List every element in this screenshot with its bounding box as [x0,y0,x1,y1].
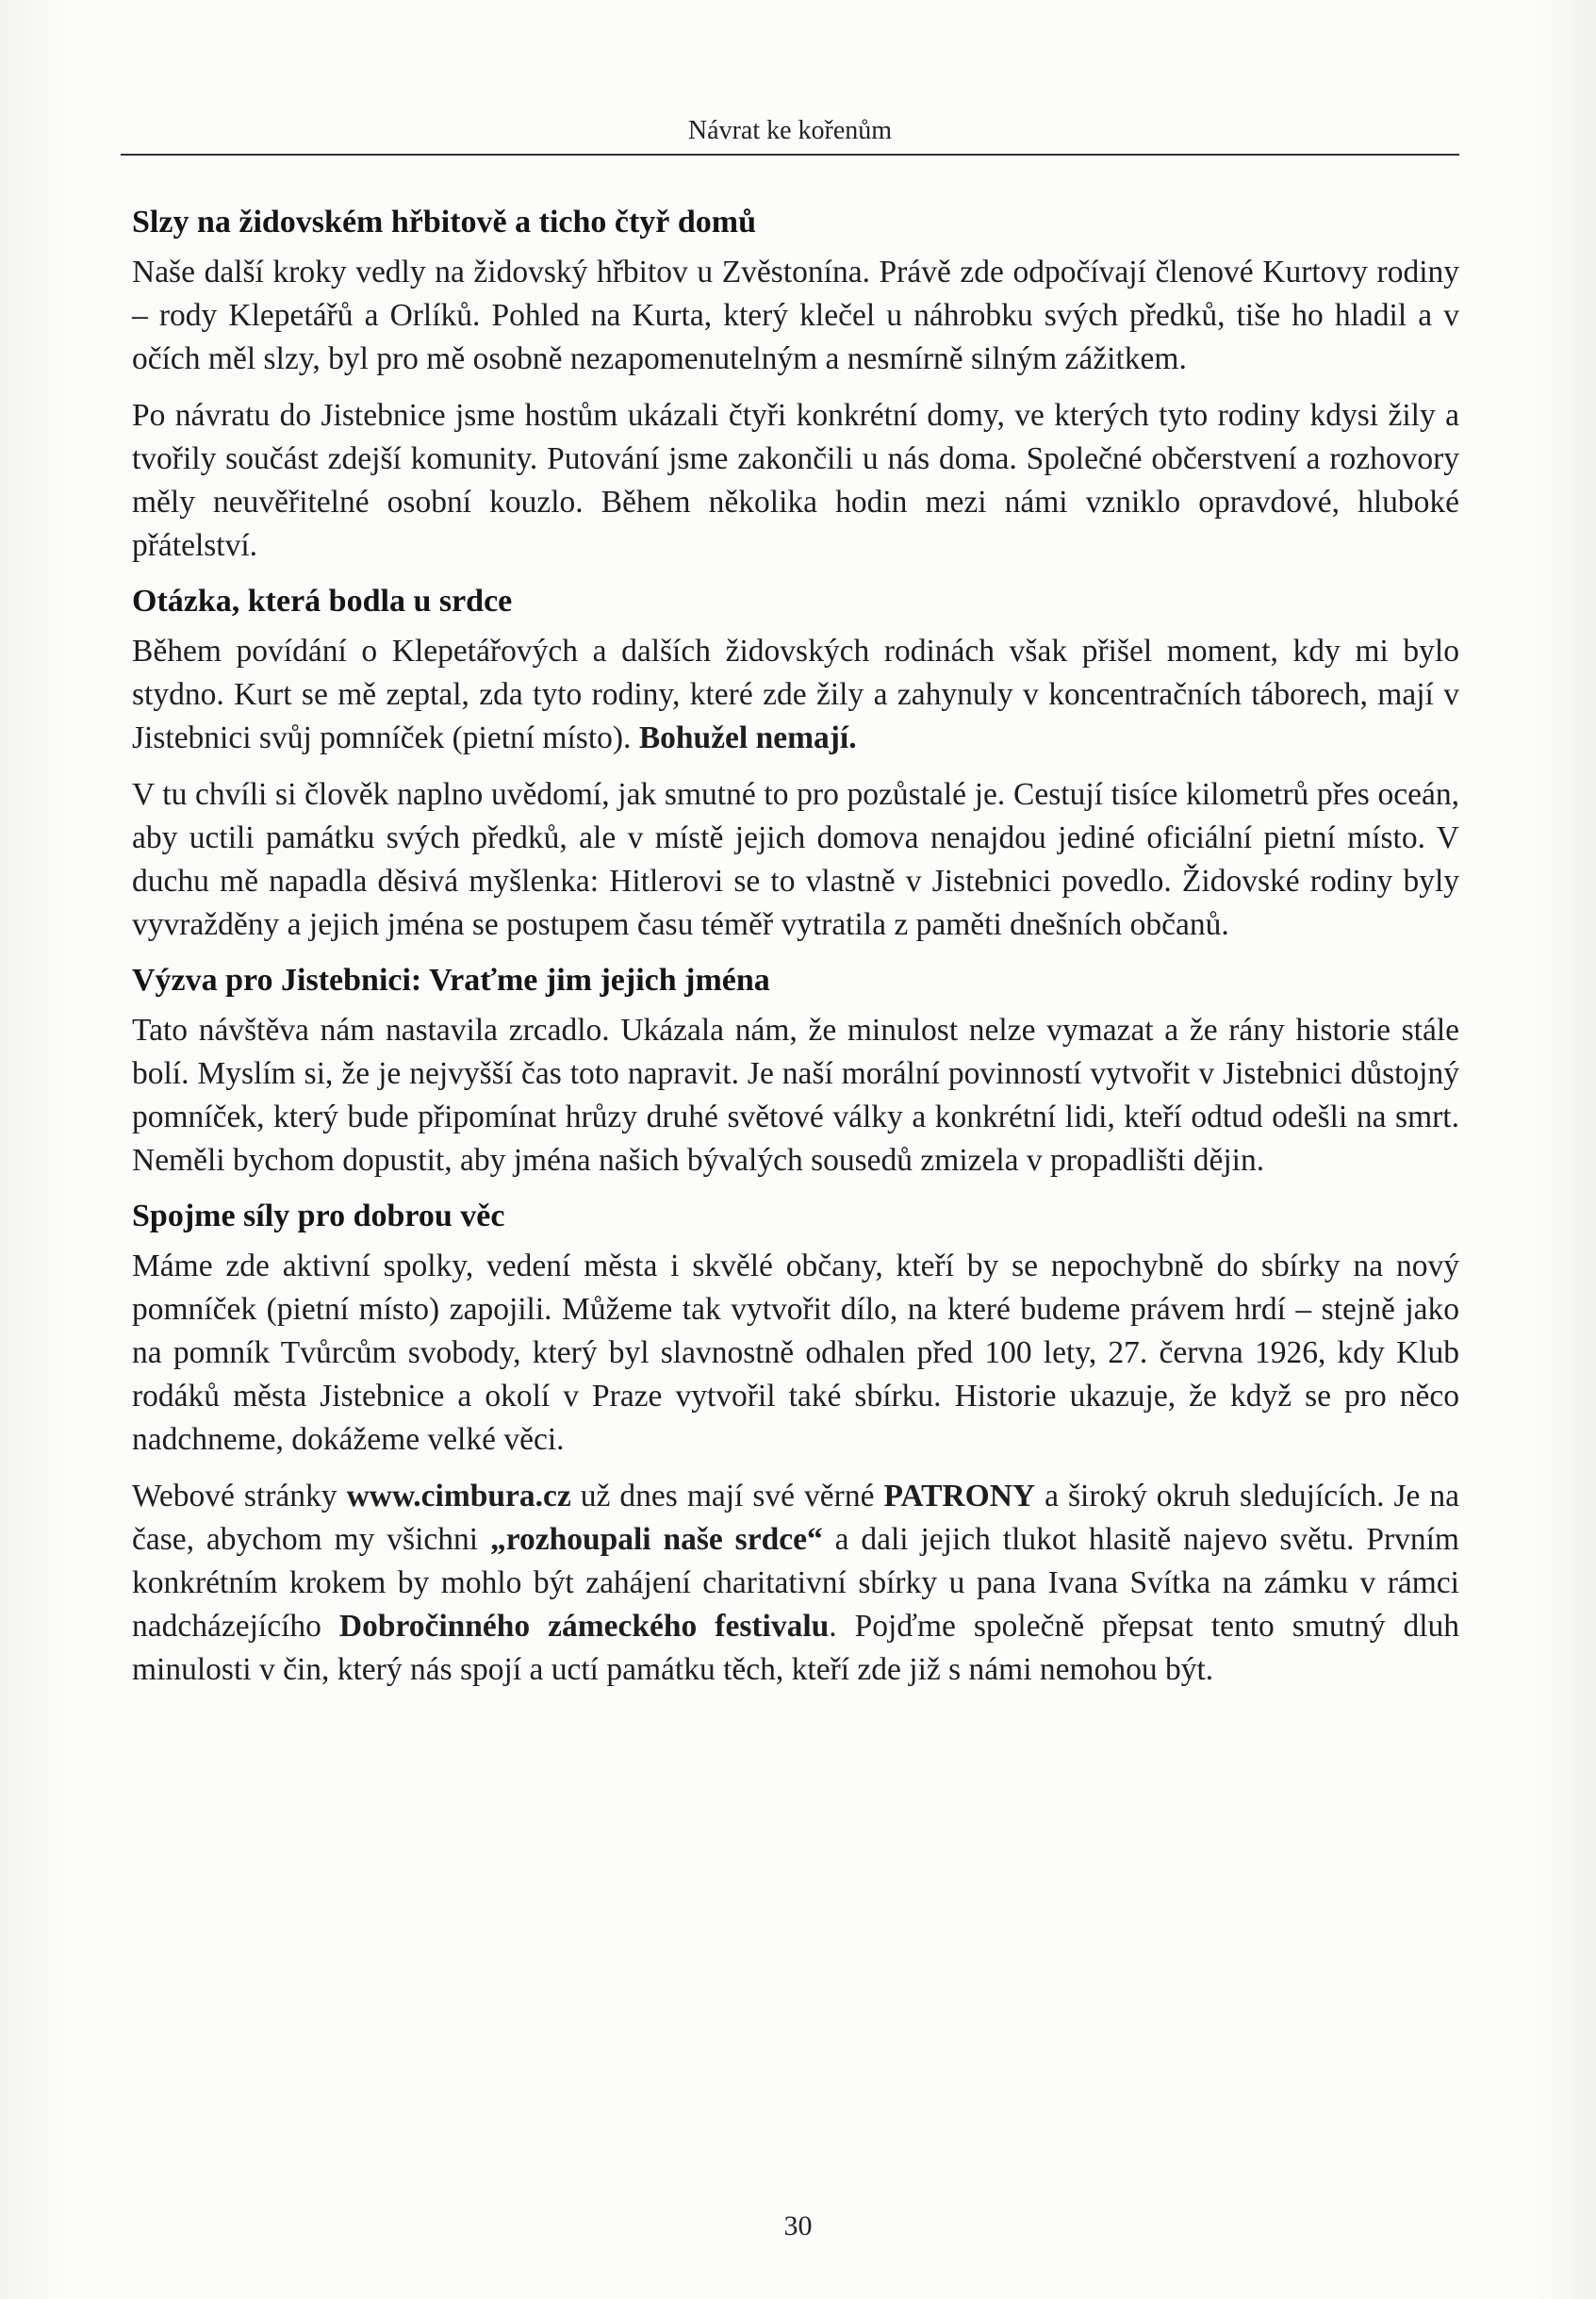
paragraph-text: a dali jejich tlukot hlasitě najevo světu. Prvním konkrétním krokem by mohlo být zahájení charitativní sbírky u pana Ivana Svítka na zámku v rámci nadcházejícího [132,1522,1459,1644]
paragraph: Po návratu do Jistebnice jsme hostům ukázali čtyři konkrétní domy, ve kterých tyto rodiny kdysi žily a tvořily součást zdejší komunity. Putování jsme zakončili u nás doma. Společné občerstvení a rozhovory měly neuvěřitelné osobní kouzlo. Během několika hodin mezi námi vzniklo opravdové, hluboké přátelství. [132,398,1459,563]
section-heading-3: Výzva pro Jistebnici: Vraťme jim jejich jména [132,963,770,998]
article-body [132,189,1459,1705]
paragraph: Tato návštěva nám nastavila zrcadlo. Ukázala nám, že minulost nelze vymazat a že rány historie stále bolí. Myslím si, že je nejvyšší čas toto napravit. Je naší morální povinností vytvořit v Jistebnici důstojný pomníček, který bude připomínat hrůzy druhé světové války a konkrétní lidi, kteří odtud odešli na smrt. Neměli bychom dopustit, aby jména našich bývalých sousedů zmizela v propadlišti dějin. [132,1013,1459,1178]
paragraph-text: . Pojďme společně přepsat tento smutný dluh minulosti v čin, který nás spojí a uctí památku těch, kteří zde již s námi nemohou být. [132,1609,1460,1687]
paragraph-text: Webové stránky [132,1479,347,1513]
section-heading-4: Spojme síly pro dobrou věc [132,1199,505,1233]
emphasis-text: PATRONY [883,1479,1036,1513]
running-header: Návrat ke kořenům [687,116,893,145]
paragraph-text: Během povídání o Klepetářových a dalších židovských rodinách však přišel moment, kdy mi bylo stydno. Kurt se mě zeptal, zda tyto rodiny, které zde žily a zahynuly v koncentračních táborech, mají v Jistebnici svůj pomníček (pietní místo). [132,634,1459,755]
paragraph-text: už dnes mají své věrné [570,1479,884,1513]
paragraph [132,1475,1459,1692]
section-heading-2: Otázka, která bodla u srdce [132,584,513,619]
emphasis-text: „rozhoupali naše srdce“ [489,1522,823,1557]
page-number: 30 [783,2210,813,2241]
emphasis-text: Dobročinného zámeckého festivalu [338,1609,830,1644]
section-heading-1: Slzy na židovském hřbitově a ticho čtyř domů [132,205,757,240]
website-url: www.cimbura.cz [346,1479,571,1513]
paragraph: V tu chvíli si člověk naplno uvědomí, jak smutné to pro pozůstalé je. Cestují tisíce kilometrů přes oceán, aby uctili památku svých předků, ale v místě jejich domova nenajdou jediné oficiální pietní místo. V duchu mě napadla děsivá myšlenka: Hitlerovi se to vlastně v Jistebnici povedlo. Židovské rodiny byly vyvražděny a jejich jména se postupem času téměř vytratila z paměti dnešních občanů. [132,777,1459,942]
paragraph [132,630,1459,760]
paragraph: Naše další kroky vedly na židovský hřbitov u Zvěstonína. Právě zde odpočívají členové Kurtovy rodiny – rody Klepetářů a Orlíků. Pohled na Kurta, který klečel u náhrobku svých předků, tiše ho hladil a v očích měl slzy, byl pro mě osobně nezapomenutelným a nesmírně silným zážitkem. [132,255,1459,376]
paragraph: Máme zde aktivní spolky, vedení města i skvělé občany, kteří by se nepochybně do sbírky na nový pomníček (pietní místo) zapojili. Můžeme tak vytvořit dílo, na které budeme právem hrdí – stejně jako na pomník Tvůrcům svobody, který byl slavnostně odhalen před 100 lety, 27. června 1926, kdy Klub rodáků města Jistebnice a okolí v Praze vytvořil také sbírku. Historie ukazuje, že když se pro něco nadchneme, dokážeme velké věci. [132,1249,1459,1457]
header-rule [121,154,1459,156]
paragraph-text: a široký okruh sledujících. Je na čase, abychom my všichni [132,1479,1459,1557]
emphasis-text: Bohužel nemají. [638,720,857,755]
